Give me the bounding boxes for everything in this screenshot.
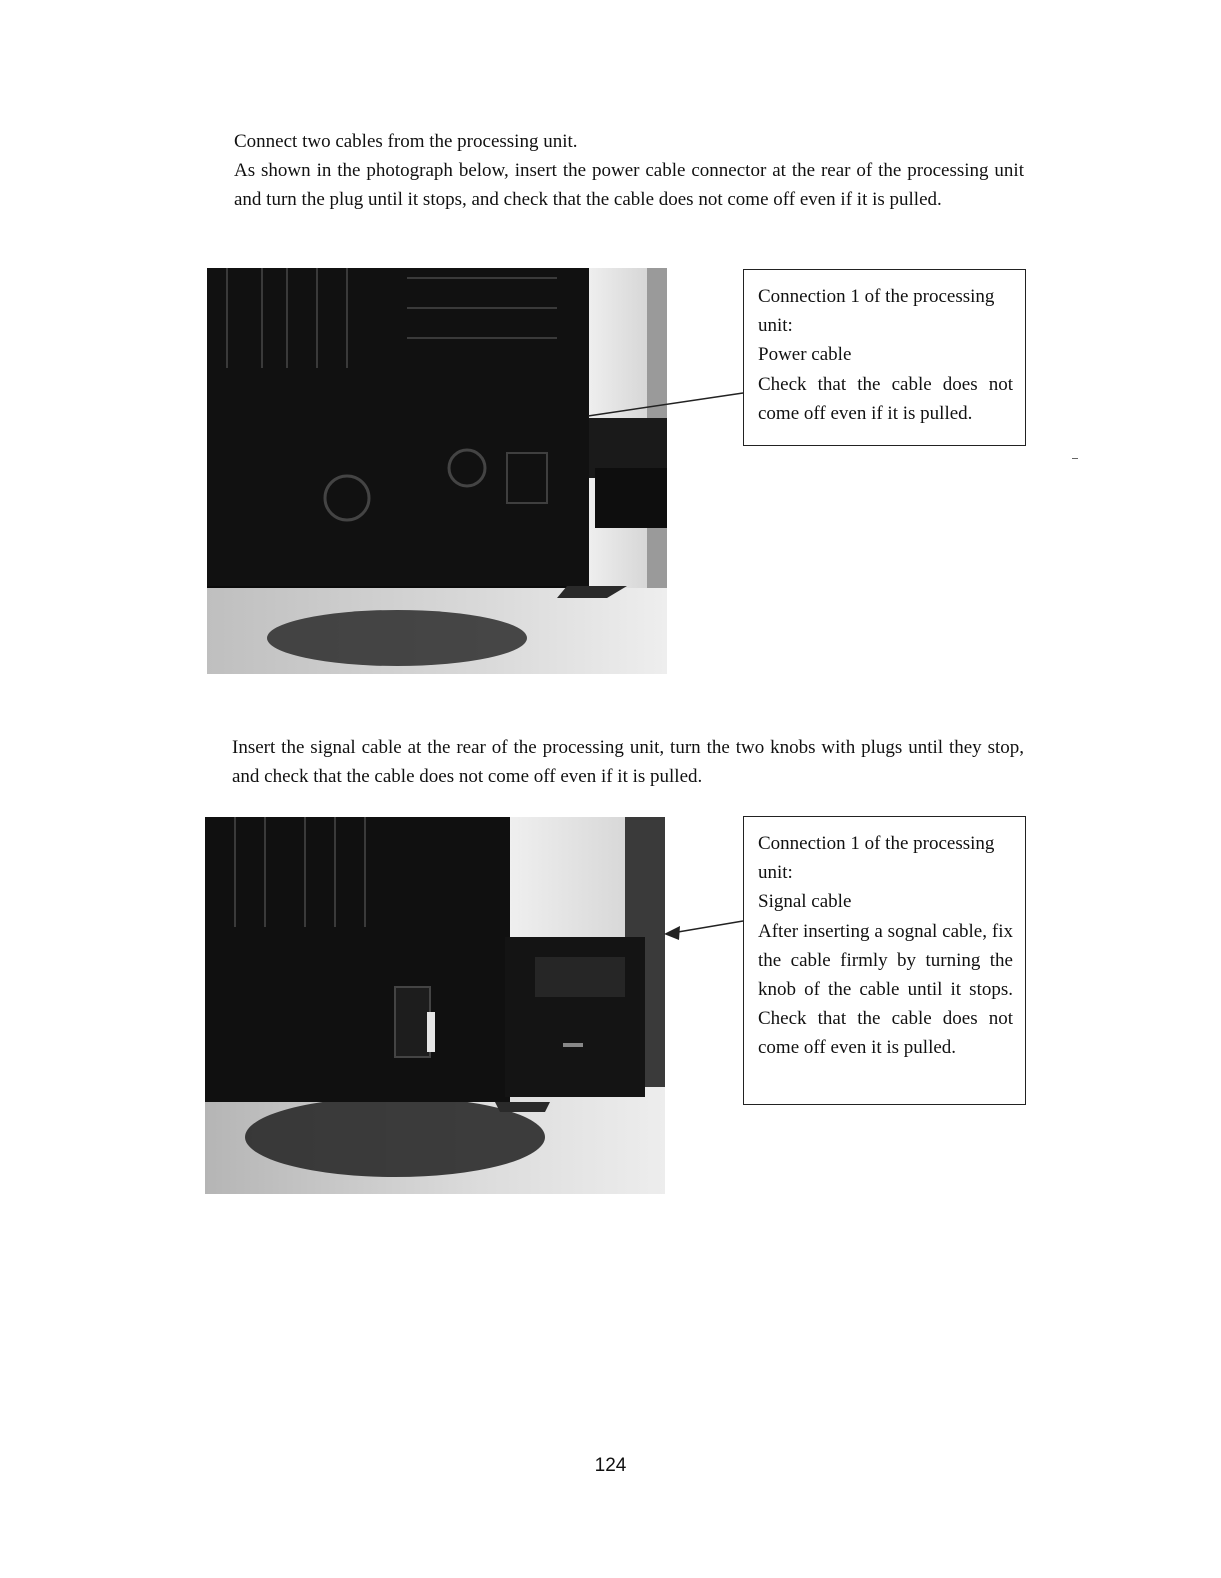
callout-note: Check that the cable does not come off even if it is pulled.: [758, 373, 1013, 424]
callout-title-cont: unit:: [758, 315, 793, 337]
signal-cable-arrowhead: [664, 926, 680, 940]
callout-subject: Power cable: [758, 344, 852, 366]
callout-subject: Signal cable: [758, 891, 852, 913]
power-cable-leader: [588, 393, 743, 416]
intro-paragraph: As shown in the photograph below, insert the power cable connector at the rear of the processing unit and turn the plug until it stops, and check that the cable does not come off even if it is pulled.: [234, 160, 1024, 210]
callout-title-cont: unit:: [758, 862, 793, 884]
callout-title: Connection 1 of the processing: [758, 286, 995, 307]
callout-title: Connection 1 of the processing: [758, 833, 995, 854]
signal-cable-leader: [672, 921, 743, 933]
signal-cable-paragraph: Insert the signal cable at the rear of the processing unit, turn the two knobs with plugs until they stop, and check that the cable does not come off even if it is pulled.: [232, 737, 1024, 787]
intro-line-1: Connect two cables from the processing unit.: [234, 131, 578, 152]
scan-mark: [1072, 458, 1078, 459]
page-number: 124: [594, 1455, 627, 1476]
callout-note: After inserting a sognal cable, fix the cable firmly by turning the knob of the cable until it stops. Check that the cable does not come off even it is pulled.: [758, 920, 1013, 1059]
